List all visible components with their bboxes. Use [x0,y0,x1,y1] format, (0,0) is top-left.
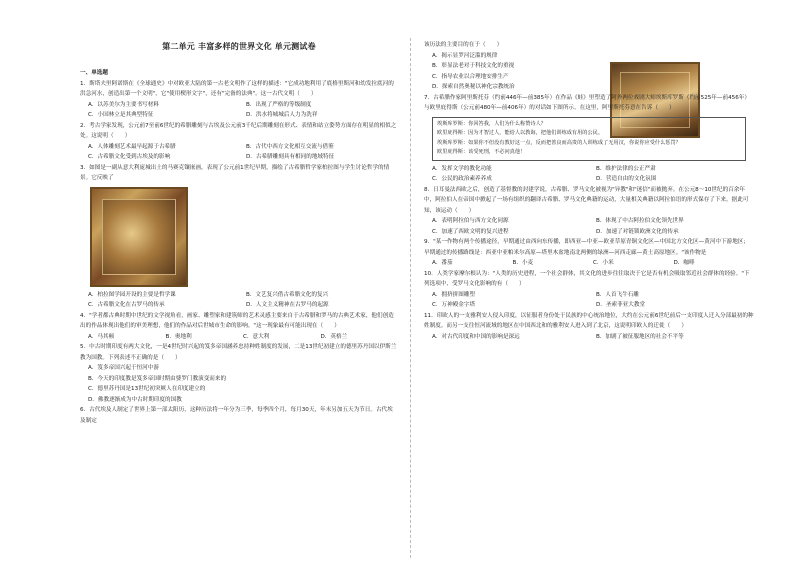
q1-option-a[interactable]: A．以苏美尔为主要书写材料 [88,101,159,108]
dialog-line-1: 埃斯库罗斯：你回答我，人们为什么称赞诗人？ [437,120,546,127]
q11-option-a[interactable]: A．对古代印度和中国的影响是深远 [432,333,520,340]
q3-option-a[interactable]: A．柏拉图学园开设的主要是哲学课 [88,291,176,298]
q8-option-c[interactable]: C．加速了西欧文明的复兴进程 [432,228,509,235]
q5-option-c[interactable]: C．德里苏丹国是13世纪初突厥人在印度建立的 [88,386,206,392]
section-heading: 一、单选题 [80,70,108,76]
question-10-options [424,290,754,311]
q6-option-b[interactable]: B．彰显法老对于科技文化的重视 [432,63,515,69]
q10-option-a[interactable]: A．拥挤拼图雕塑 [432,291,475,298]
q4-option-b[interactable]: B．奥地利 [165,333,192,340]
question-6-stem: 6．古代埃及人制定了世界上第一部太阳历，这种历法将一年分为三季，每季四个月，每月30天，年末另加五天为节日。古代埃及制定 [80,407,393,424]
q4-option-d[interactable]: D．英格兰 [320,333,348,340]
q1-option-c[interactable]: C．小国林立是其典型特征 [88,112,154,118]
q7-option-d[interactable]: D．营造自由的文化氛围 [596,176,657,182]
dialog-line-4: 欧里庇得斯：该受死刑，不必问真他！ [437,149,526,155]
q10-option-d[interactable]: D．圣索菲亚大教堂 [596,302,646,308]
column-divider [410,38,411,558]
q5-option-d[interactable]: D．佛教逐渐成为中古时期印度的国教 [88,396,182,403]
dialog-line-2: 欧里庇得斯：因为才智过人，能给人以教诲，把他们训练成有用的公民。 [437,130,604,136]
question-11-options [424,332,754,343]
dialog-line-3: 埃斯库罗斯：如果你不但没有教好这一点，反而把善良而高贵的人训练成了无用汉，你说你应受什么惩罚？ [437,139,681,146]
question-1-stem: 1．斯塔夫里阿诺斯在《全球通史》中对欧亚大陆的第一古老文明作了这样的描述："它成功地利用了底格里斯河和幼发拉底河的洪急河水，创造出第一个文明"，它"使用楔形文字"，还有"完备的法典"。这一古代文明（ ） [80,80,394,97]
q2-option-b[interactable]: B．古代中西方文化相互交流与借鉴 [246,143,334,150]
q5-option-b[interactable]: B．今天的印度教是笈多帝国时期由婆罗门教演变而来的 [88,375,227,382]
question-9-options [424,258,754,269]
question-6-options [424,51,604,93]
q8-option-b[interactable]: B．体现了中古阿拉伯文化领先世界 [596,218,684,224]
question-11-stem: 11．印欧人的一支雅利安人侵入印度，以征服者身份处于民族的中心统治地位，大约在公元前6世纪前后一支印度人迁入分部最初的种姓制度。而另一支往恒河流域的地区在中国西北和的雅利安人进入到了北京，这说明印欧人的迁徙（ ） [424,312,754,329]
question-10-stem: 10．人类学家摩尔根认为："人类的历史进程，一个社会群体，其文化的进步往往取决于它是否有机会吸取邻近社会群体的经验。"下列选项中，受罗马文化影响的有（ ） [424,270,750,287]
q10-option-b[interactable]: B．人首飞牛石雕 [596,291,639,298]
q2-option-a[interactable]: A．人体雕刻艺术最早起源于古希腊 [88,143,176,150]
question-5-stem: 5．中古时期印度有两大文化，一是4世纪时兴起的笈多帝国涵养忠持种姓制度的发展，二是13世纪初建立的德里苏丹国以伊斯兰教为国教。下列表述不正确的是（ ） [80,344,397,361]
question-8-options [424,216,754,237]
q8-option-a[interactable]: A．表明阿拉伯与西方文化同源 [432,218,509,224]
q4-option-c[interactable]: C．意大利 [243,333,270,340]
q3-option-d[interactable]: D．人文主义精神在古罗马的起源 [246,302,329,308]
q5-option-a[interactable]: A．笈多帝国兴起于恒河中游 [88,365,159,371]
q6-option-a[interactable]: A．揭示显罗河泛滥的规律 [432,52,498,59]
q7-option-c[interactable]: C．公民的政治素养养成 [432,176,492,182]
q9-option-c[interactable]: C．小米 [593,260,614,266]
dialog-box [432,117,746,161]
question-7-options [424,164,754,185]
question-4-stem: 4．"学者都古典时期中世纪的文学视角看，画家、雕塑家和建筑师的艺术灵感主要来自于古希腊和罗马的古典艺术家，他们创造出的作品体现出他们的审美理想，他们的作品对后世城市生命的影响。"这一现象最有可能出现在（ ） [80,312,394,329]
q9-option-a[interactable]: A．番茄 [432,260,453,266]
left-column [80,52,398,426]
q4-option-a[interactable]: A．马其顿 [88,333,115,340]
right-column [424,40,754,342]
question-2-options [80,142,398,163]
question-4-options [80,332,398,343]
mosaic-image [90,187,188,287]
q7-option-b[interactable]: B．维护法律的公正严肃 [596,165,656,172]
q2-option-d[interactable]: D．古希腊雕刻具有相同的地域特征 [246,154,335,160]
question-9-stem: 9．"某一作物有两个传播途径，早期通过由西向东传播，即西亚—中亚—欧亚草原青铜文化区—中国北方文化区—黄河中下游地区；早期通过的传播路线是：西亚中亚帕米尔高原—塔里木盆地南北两侧的绿洲—河西走廊—黄土高原地区。"该作物是 [424,239,749,256]
question-6-continued: 该历法的主要目的在于（ ） [424,42,503,48]
q1-option-b[interactable]: B．出现了严格的等级制度 [246,101,312,108]
question-8-stem: 8．日耳曼法西欧之后，创造了基督教的封建学说，古希腊、罗马文化被视为"异教"和"迷信"而被抛弃。在公元8～10世纪的百余年中，阿拉伯人在帝国中掀起了一场有组织的翻译古希腊、罗马文化典籍的运动，大量相关典籍以阿拉伯语的形式保存了下来。据此可知，该运动（ ） [424,186,749,214]
q3-option-b[interactable]: B．文艺复兴借古希腊文化的复兴 [246,291,329,298]
q9-option-d[interactable]: D．咖啡 [673,260,695,266]
question-2-stem: 2．考古学家发现，公元前7至前6世纪的希腊雕刻与古埃及公元前3千纪后期雕刻在形式、表情和站立姿势方面存在明显的相似之处。这说明（ ） [80,122,397,139]
question-3-stem: 3．如图是一副从意大利庞城出土的马赛克镶嵌画，表现了公元前1世纪早期，描绘了古希腊哲学家柏拉图与学生讨论哲学的情景。它反映了 [80,164,390,181]
q11-option-b[interactable]: B．加剧了被征服地区的社会不平等 [596,333,684,340]
page-title: 第二单元 丰富多样的世界文化 单元测试卷 [162,42,316,51]
q6-option-d[interactable]: D．探索自然奥秘以神化宗教统治 [432,84,515,90]
q7-option-a[interactable]: A．发挥文学的教化功能 [432,165,492,172]
question-1-options [80,100,398,121]
q6-option-c[interactable]: C．指导农业以合理地安排生产 [432,73,509,80]
question-3-options [80,290,398,311]
q10-option-c[interactable]: C．万神殿金字塔 [432,302,476,308]
q2-option-c[interactable]: C．古希腊文化受到古埃及的影响 [88,154,171,160]
question-7-stem: 7．古希腊作家阿里斯托芬（约前446年—前385年）在作品《蛙》里塑造了阿外两位戏剧大师埃斯库罗斯（约前525年—前456年）与欧里庇得斯（公元前480年—前406年）的对话如下图所示。在这里，阿里斯托芬意在告诉（ ） [424,94,750,111]
q1-option-d[interactable]: D．洪水将城城后人力为洗祥 [246,112,318,118]
q9-option-b[interactable]: B．小麦 [512,260,534,266]
q3-option-c[interactable]: C．古希腊文化在古罗马的传承 [88,302,165,308]
q8-option-d[interactable]: D．加速了对链锁欧洲文化的传承 [596,228,679,235]
